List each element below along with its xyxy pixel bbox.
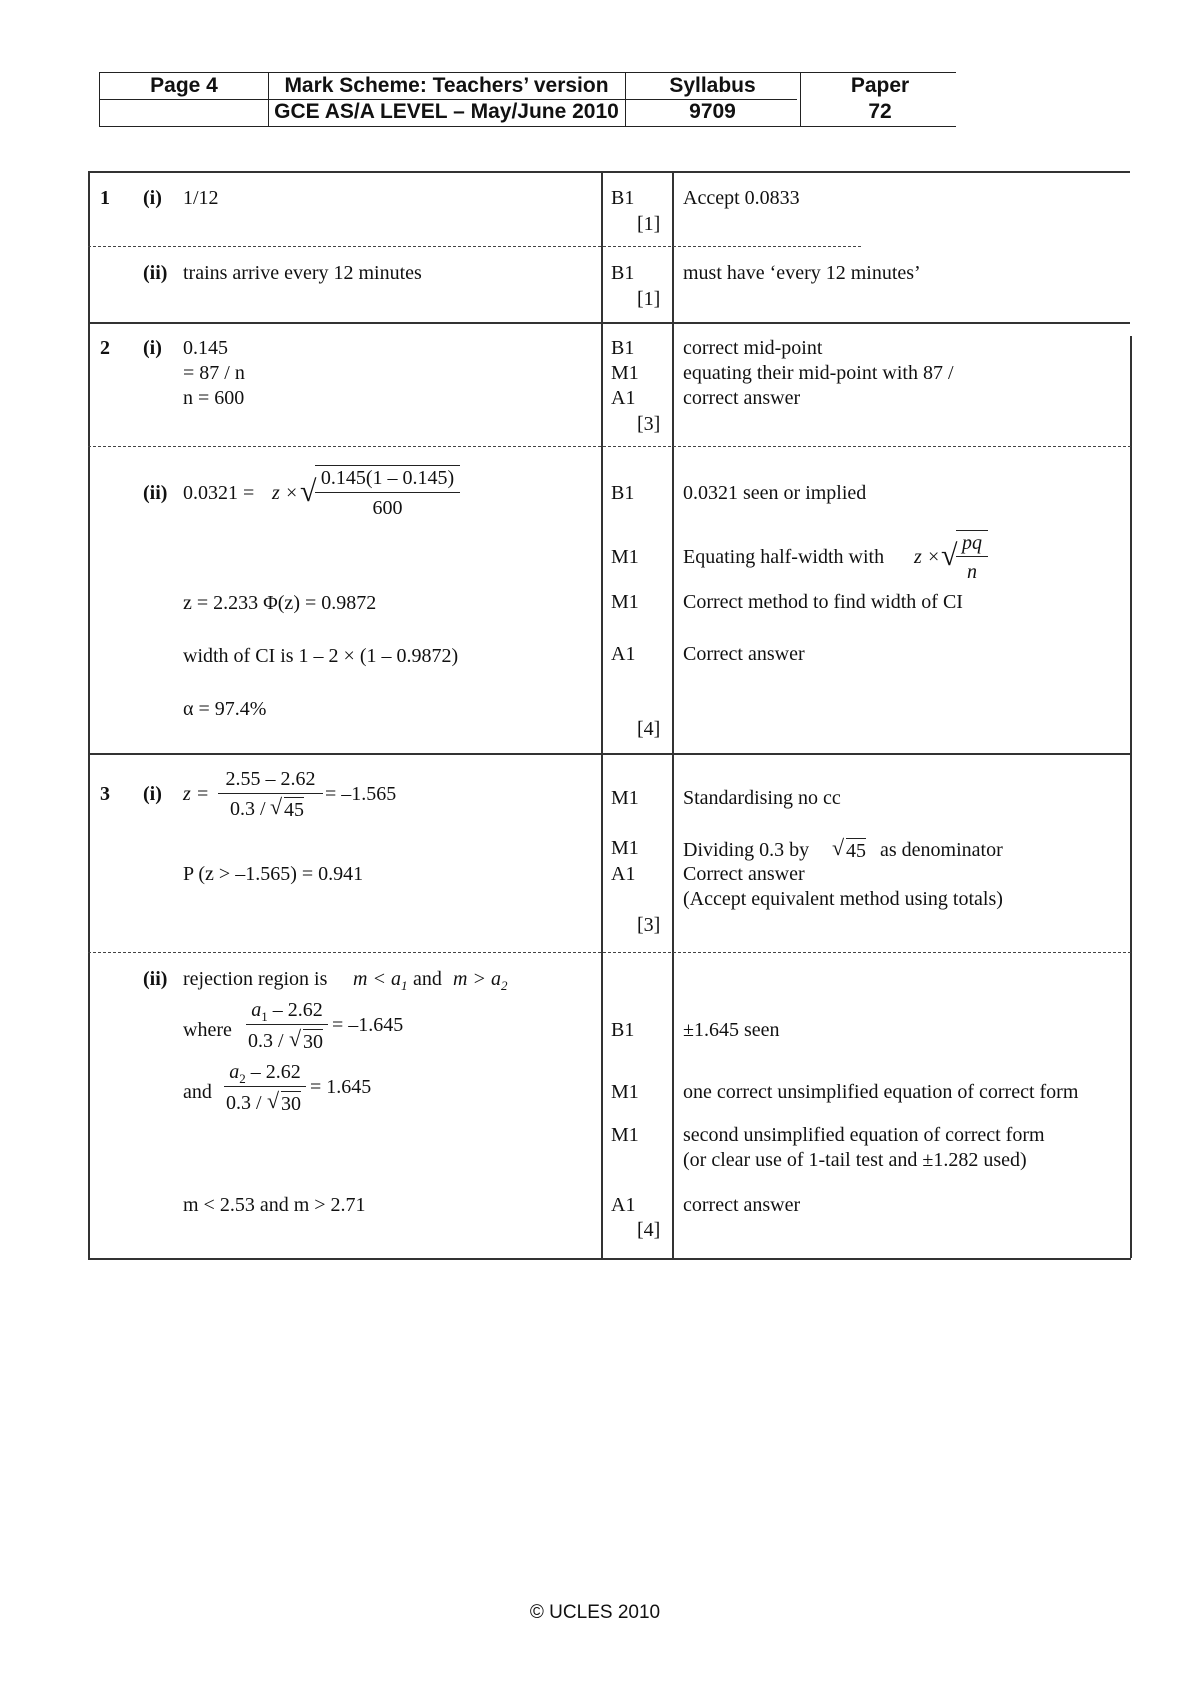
sqrt-radicand: 30: [281, 1093, 301, 1115]
mark: M1: [611, 1124, 639, 1146]
row-border: [88, 1258, 1131, 1260]
guidance: one correct unsimplified equation of correct form: [683, 1081, 1079, 1103]
fraction-bar: [246, 1024, 328, 1025]
fraction-denominator: n: [967, 561, 977, 583]
col-border: [88, 171, 90, 1259]
row-dashed: [88, 952, 1131, 953]
part-total: [3]: [637, 413, 661, 435]
row-dashed: [88, 246, 861, 247]
part-label: (i): [143, 337, 162, 359]
page-number: Page 4: [150, 74, 218, 97]
doc-subtitle: GCE AS/A LEVEL – May/June 2010: [274, 100, 619, 123]
mark: B1: [611, 337, 635, 359]
mark: B1: [611, 1019, 635, 1041]
answer-line: n = 600: [183, 387, 245, 409]
inequality: $m < a_1$: [353, 968, 408, 993]
sqrt-sign: √: [270, 794, 283, 819]
fraction-bar: [315, 492, 460, 493]
answer-line: P (z > –1.565) = 0.941: [183, 863, 364, 885]
inequality: $m > a_2$: [453, 968, 508, 993]
guidance: Correct answer: [683, 643, 805, 665]
answer-line: m < 2.53 and m > 2.71: [183, 1194, 366, 1216]
question-number: 3: [100, 783, 110, 805]
guidance: (or clear use of 1-tail test and ±1.282 used): [683, 1149, 1027, 1171]
equation-rhs: = –1.565: [325, 783, 397, 805]
question-number: 2: [100, 337, 110, 359]
mark: B1: [611, 187, 635, 209]
mark: A1: [611, 1194, 636, 1216]
fraction-denominator: 0.3 /: [226, 1092, 262, 1114]
mark: A1: [611, 863, 636, 885]
answer: trains arrive every 12 minutes: [183, 262, 422, 284]
guidance: Correct method to find width of CI: [683, 591, 963, 613]
paper-label: Paper: [850, 74, 910, 97]
equation-lhs: z =: [183, 783, 210, 805]
equation-lhs: 0.0321 =: [183, 482, 255, 504]
col-border: [601, 171, 603, 1259]
guidance: ±1.645 seen: [683, 1019, 780, 1041]
fraction-bar: [224, 1086, 306, 1087]
row-dashed: [88, 446, 1131, 447]
fraction-numerator: $a_1 - 2.62$: [251, 999, 323, 1024]
part-total: [1]: [637, 288, 661, 310]
equation-rhs: = 1.645: [310, 1076, 372, 1098]
answer-line: and: [183, 1081, 212, 1103]
mark: M1: [611, 546, 639, 568]
header-mask: [956, 72, 970, 132]
equation-rhs: = –1.645: [332, 1014, 404, 1036]
row-border: [88, 753, 1131, 755]
guidance: Standardising no cc: [683, 787, 841, 809]
row-border: [88, 322, 1130, 324]
sqrt-radicand: 45: [284, 799, 304, 821]
guidance: equating their mid-point with 87 /: [683, 362, 954, 384]
mark: M1: [611, 1081, 639, 1103]
guidance: correct mid-point: [683, 337, 823, 359]
guidance: (Accept equivalent method using totals): [683, 888, 1003, 910]
sqrt-sign: √: [300, 475, 317, 508]
mark: A1: [611, 387, 636, 409]
fraction-denominator: 600: [372, 497, 403, 519]
fraction-numerator: pq: [956, 530, 988, 555]
sqrt-sign: √: [267, 1088, 280, 1113]
equation-z: z ×: [272, 482, 299, 504]
answer-line: 0.145: [183, 337, 228, 359]
fraction-denominator: 0.3 /: [230, 798, 266, 820]
answer-line: width of CI is 1 – 2 × (1 – 0.9872): [183, 645, 459, 667]
part-total: [4]: [637, 1219, 661, 1241]
answer-line: z = 2.233 Φ(z) = 0.9872: [183, 592, 377, 614]
header-table: [99, 72, 958, 127]
guidance: Accept 0.0833: [683, 187, 800, 209]
row-border: [88, 171, 1130, 173]
part-total: [1]: [637, 213, 661, 235]
guidance-z: z ×: [914, 546, 941, 568]
guidance: as denominator: [880, 839, 1003, 861]
fraction-numerator: 2.55 – 2.62: [225, 768, 316, 790]
fraction-bar: [956, 556, 988, 557]
mark: M1: [611, 362, 639, 384]
guidance: correct answer: [683, 387, 801, 409]
sqrt-radicand: 30: [303, 1031, 323, 1053]
guidance: second unsimplified equation of correct form: [683, 1124, 1045, 1146]
part-total: [3]: [637, 914, 661, 936]
col-border: [1130, 336, 1132, 1258]
guidance: Correct answer: [683, 863, 805, 885]
mark: M1: [611, 787, 639, 809]
copyright-footer: © UCLES 2010: [529, 1602, 661, 1623]
mark: M1: [611, 837, 639, 859]
mark: A1: [611, 643, 636, 665]
doc-title: Mark Scheme: Teachers’ version: [284, 74, 609, 97]
sqrt-sign: √: [941, 539, 958, 572]
part-total: [4]: [637, 718, 661, 740]
fraction-numerator: $a_2 - 2.62$: [229, 1061, 301, 1086]
guidance: correct answer: [683, 1194, 801, 1216]
answer-line: α = 97.4%: [183, 698, 267, 720]
answer-line: rejection region is: [183, 968, 328, 990]
sqrt-sign: √: [289, 1026, 302, 1051]
syllabus-label: Syllabus: [669, 74, 756, 97]
sqrt-sign: √: [832, 835, 845, 860]
syllabus-code: 9709: [689, 100, 736, 123]
mark: M1: [611, 591, 639, 613]
guidance: Equating half-width with: [683, 546, 885, 568]
guidance: 0.0321 seen or implied: [683, 482, 867, 504]
sqrt-radicand: 45: [846, 840, 866, 862]
conjunction: and: [413, 968, 442, 990]
part-label: (ii): [143, 968, 168, 990]
guidance: must have ‘every 12 minutes’: [683, 262, 921, 284]
part-label: (ii): [143, 482, 168, 504]
col-border: [672, 171, 674, 1259]
answer-line: where: [183, 1019, 232, 1041]
question-number: 1: [100, 187, 110, 209]
fraction-denominator: 0.3 /: [248, 1030, 284, 1052]
mark: B1: [611, 482, 635, 504]
part-label: (i): [143, 187, 162, 209]
mark: B1: [611, 262, 635, 284]
part-label: (ii): [143, 262, 168, 284]
paper-number: 72: [868, 100, 892, 123]
fraction-numerator: 0.145(1 – 0.145): [315, 465, 460, 490]
guidance: Dividing 0.3 by: [683, 839, 810, 861]
answer: 1/12: [183, 187, 219, 209]
answer-line: = 87 / n: [183, 362, 245, 384]
part-label: (i): [143, 783, 162, 805]
